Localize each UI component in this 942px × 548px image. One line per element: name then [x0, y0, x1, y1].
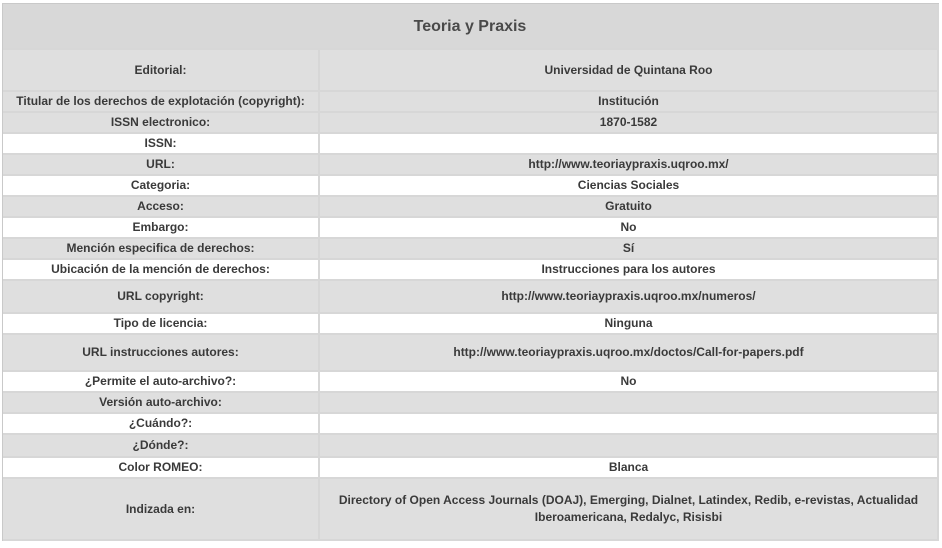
- row-value: http://www.teoriaypraxis.uqroo.mx/: [320, 155, 939, 176]
- row-value: Directory of Open Access Journals (DOAJ), Emerging, Dialnet, Latindex, Redib, e-revistas, Actualidad Iberoamericana, Redalyc, Risisbi: [320, 479, 939, 541]
- row-label: ISSN:: [3, 134, 320, 155]
- row-label: Color ROMEO:: [3, 458, 320, 479]
- row-value: Blanca: [320, 458, 939, 479]
- row-url: [3, 155, 939, 176]
- row-label: ¿Permite el auto-archivo?:: [3, 372, 320, 393]
- row-label: ¿Dónde?:: [3, 435, 320, 458]
- row-self-archiving: [3, 372, 939, 393]
- row-embargo: [3, 218, 939, 239]
- row-issn-electronic: [3, 113, 939, 134]
- row-editorial: [3, 50, 939, 92]
- row-label: Versión auto-archivo:: [3, 393, 320, 414]
- row-label: Mención especifica de derechos:: [3, 239, 320, 260]
- row-category: [3, 176, 939, 197]
- row-label: Tipo de licencia:: [3, 314, 320, 335]
- row-label: Acceso:: [3, 197, 320, 218]
- row-value: Ciencias Sociales: [320, 176, 939, 197]
- row-rights-location: [3, 260, 939, 281]
- row-label: URL:: [3, 155, 320, 176]
- row-issn: [3, 134, 939, 155]
- row-indexed-in: [3, 479, 939, 541]
- row-self-archive-version: [3, 393, 939, 414]
- row-value: Gratuito: [320, 197, 939, 218]
- row-copyright-holder: [3, 92, 939, 113]
- row-value: Instrucciones para los autores: [320, 260, 939, 281]
- row-where: [3, 435, 939, 458]
- row-value: http://www.teoriaypraxis.uqroo.mx/numeros/: [320, 281, 939, 314]
- row-access: [3, 197, 939, 218]
- row-value: Ninguna: [320, 314, 939, 335]
- row-author-instructions-url: [3, 335, 939, 372]
- row-label: Indizada en:: [3, 479, 320, 541]
- row-value: http://www.teoriaypraxis.uqroo.mx/doctos/Call-for-papers.pdf: [320, 335, 939, 372]
- row-value: Institución: [320, 92, 939, 113]
- row-when: [3, 414, 939, 435]
- row-value: 1870-1582: [320, 113, 939, 134]
- row-label: Editorial:: [3, 50, 320, 92]
- row-label: ¿Cuándo?:: [3, 414, 320, 435]
- row-value: [320, 393, 939, 414]
- row-value: [320, 134, 939, 155]
- row-rights-mention: [3, 239, 939, 260]
- row-label: Titular de los derechos de explotación (copyright):: [3, 92, 320, 113]
- row-label: Categoria:: [3, 176, 320, 197]
- row-value: No: [320, 218, 939, 239]
- row-value: [320, 414, 939, 435]
- row-value: Sí: [320, 239, 939, 260]
- row-label: ISSN electronico:: [3, 113, 320, 134]
- title-row: [3, 4, 939, 50]
- row-label: URL instrucciones autores:: [3, 335, 320, 372]
- row-license-type: [3, 314, 939, 335]
- row-label: Ubicación de la mención de derechos:: [3, 260, 320, 281]
- row-label: Embargo:: [3, 218, 320, 239]
- row-value: Universidad de Quintana Roo: [320, 50, 939, 92]
- row-romeo-color: [3, 458, 939, 479]
- journal-title: Teoria y Praxis: [3, 4, 939, 50]
- journal-info-table: [2, 3, 939, 541]
- row-value: No: [320, 372, 939, 393]
- row-value: [320, 435, 939, 458]
- row-label: URL copyright:: [3, 281, 320, 314]
- row-url-copyright: [3, 281, 939, 314]
